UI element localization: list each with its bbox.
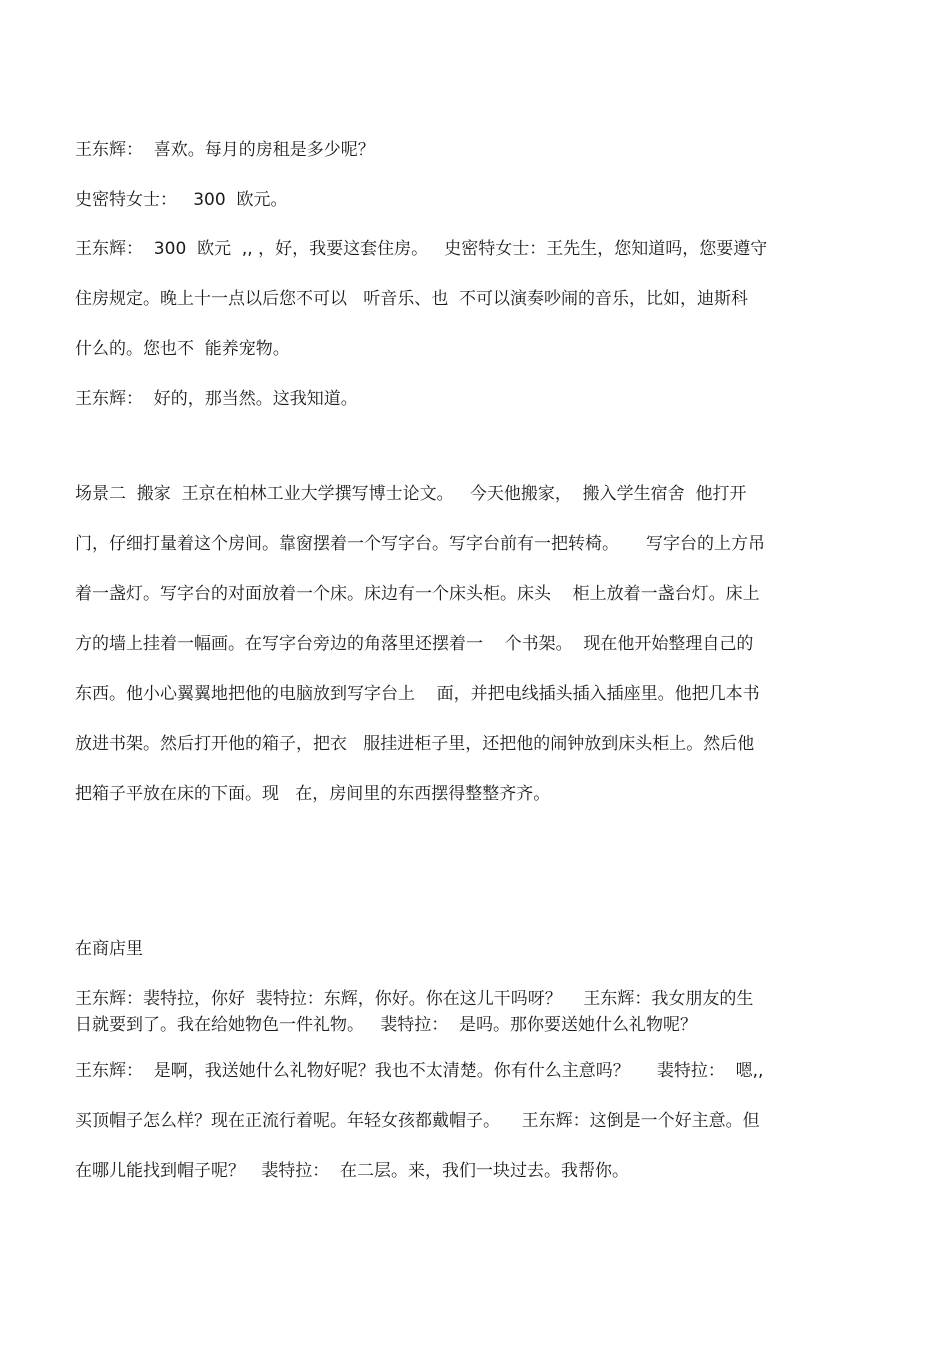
text-line: 住房规定。晚上十一点以后您不可以 听音乐、也 不可以演奏吵闹的音乐，比如，迪斯科: [75, 289, 749, 309]
text-line: 王东辉： 喜欢。每月的房租是多少呢？: [75, 140, 375, 160]
text-line: 着一盏灯。写字台的对面放着一个床。床边有一个床头柜。床头 柜上放着一盏台灯。床上: [75, 584, 760, 604]
text-line: 王东辉： 是啊，我送她什么礼物好呢？我也不太清楚。你有什么主意吗？ 裴特拉： 嗯,,: [75, 1061, 764, 1081]
text-line: 把箱子平放在床的下面。现 在，房间里的东西摆得整整齐齐。: [75, 784, 551, 804]
text-line: 王东辉：裴特拉，你好 裴特拉：东辉，你好。你在这儿干吗呀？ 王东辉：我女朋友的生: [75, 989, 754, 1009]
text-line: 在哪儿能找到帽子呢？ 裴特拉： 在二层。来，我们一块过去。我帮你。: [75, 1161, 630, 1181]
section-heading: 在商店里: [75, 939, 143, 959]
text-line: 方的墙上挂着一幅画。在写字台旁边的角落里还摆着一 个书架。 现在他开始整理自己的: [75, 634, 754, 654]
text-line: 王东辉： 好的，那当然。这我知道。: [75, 389, 358, 409]
text-line: 门，仔细打量着这个房间。靠窗摆着一个写字台。写字台前有一把转椅。 写字台的上方吊: [75, 534, 766, 554]
text-line: 王东辉： 300 欧元 ,, ，好，我要这套住房。 史密特女士：王先生，您知道吗，您要遵守: [75, 239, 768, 259]
text-line: 日就要到了。我在给她物色一件礼物。 裴特拉： 是吗。那你要送她什么礼物呢？: [75, 1015, 698, 1035]
text-line: 什么的。您也不 能养宠物。: [75, 339, 290, 359]
text-line: 场景二 搬家 王京在柏林工业大学撰写博士论文。 今天他搬家， 搬入学生宿舍 他打开: [75, 484, 747, 504]
text-line: 买顶帽子怎么样？现在正流行着呢。年轻女孩都戴帽子。 王东辉：这倒是一个好主意。但: [75, 1111, 760, 1131]
text-line: 史密特女士： 300 欧元。: [75, 190, 288, 210]
text-line: 东西。他小心翼翼地把他的电脑放到写字台上 面，并把电线插头插入插座里。他把几本书: [75, 684, 760, 704]
text-line: 放进书架。然后打开他的箱子，把衣 服挂进柜子里，还把他的闹钟放到床头柜上。然后他: [75, 734, 755, 754]
